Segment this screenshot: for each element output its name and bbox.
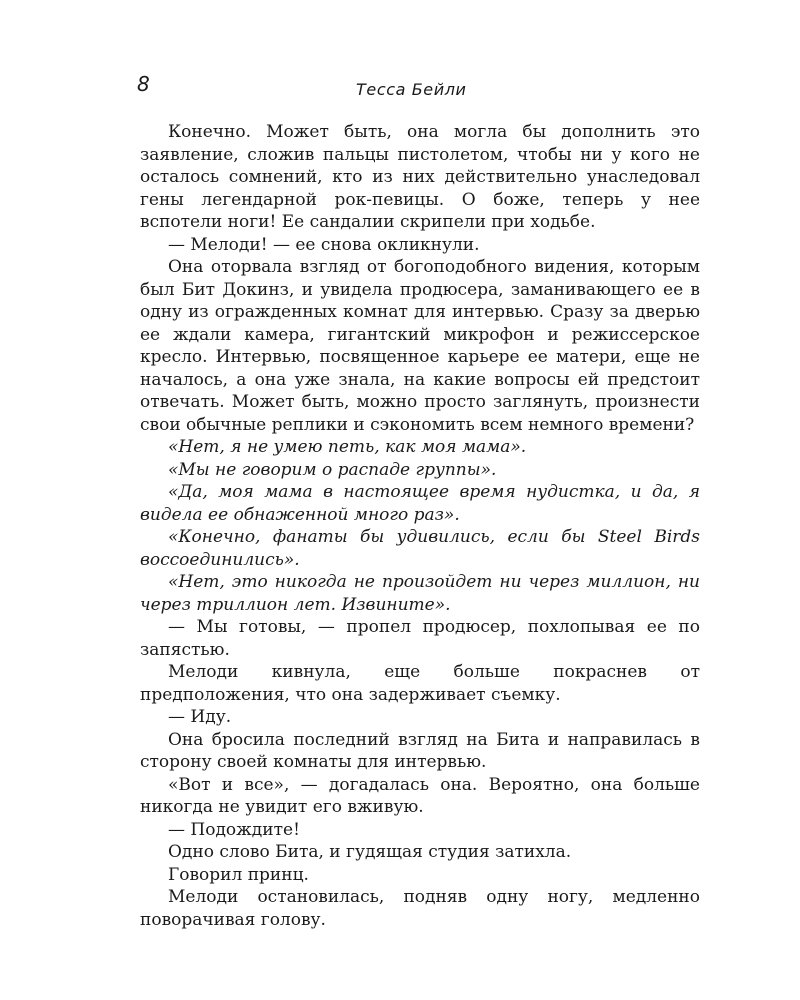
paragraph-italic: «Мы не говорим о распаде группы». xyxy=(168,459,497,480)
paragraph: — Иду. xyxy=(168,707,232,727)
paragraph: Она оторвала взгляд от богоподобного видения, которым был Бит Докинз, и увидела продюсера, заманивающего ее в одну из огражденных комнат для интервью. Сразу за дверью ее ждали камера, гигантский микрофон и режиссерское кресло. Интервью, посвященное карьере ее матери, еще не началось, а она уже знала, на какие вопросы ей предстоит отвечать. Может быть, можно просто заглянуть, произнести свои обычные реплики и сэкономить всем немного времени? xyxy=(140,257,700,435)
paragraph-italic: «Конечно, фанаты бы удивились, если бы Steel Birds воссоединились». xyxy=(140,527,700,570)
paragraph: «Вот и все», — догадалась она. Вероятно, она больше никогда не увидит его вживую. xyxy=(140,774,700,817)
paragraph: — Мелоди! — ее снова окликнули. xyxy=(168,234,480,255)
paragraph: — Мы готовы, — пропел продюсер, похлопывая ее по запястью. xyxy=(140,617,700,660)
page-number: 8 xyxy=(137,72,150,96)
paragraph: Одно слово Бита, и гудящая студия затихла. xyxy=(168,842,572,862)
body-text xyxy=(140,121,700,931)
paragraph: — Подождите! xyxy=(168,819,300,840)
running-head-author: Тесса Бейли xyxy=(356,80,467,99)
paragraph: Говорил принц. xyxy=(168,864,309,885)
paragraph-italic: «Нет, это никогда не произойдет ни через миллион, ни через триллион лет. Извините». xyxy=(140,572,700,615)
paragraph-italic: «Да, моя мама в настоящее время нудистка, и да, я видела ее обнаженной много раз». xyxy=(140,482,700,525)
paragraph: Конечно. Может быть, она могла бы дополнить это заявление, сложив пальцы пистолетом, чтобы ни у кого не осталось сомнений, кто из них действительно унаследовал гены легендарной рок-певицы. О боже, теперь у нее вспотели ноги! Ее сандалии скрипели при ходьбе. xyxy=(140,122,700,232)
paragraph: Она бросила последний взгляд на Бита и направилась в сторону своей комнаты для интервью. xyxy=(140,729,700,772)
paragraph-italic: «Нет, я не умею петь, как моя мама». xyxy=(168,437,527,457)
paragraph: Мелоди кивнула, еще больше покраснев от предположения, что она задерживает съемку. xyxy=(140,662,700,705)
paragraph: Мелоди остановилась, подняв одну ногу, медленно поворачивая голову. xyxy=(140,887,700,930)
